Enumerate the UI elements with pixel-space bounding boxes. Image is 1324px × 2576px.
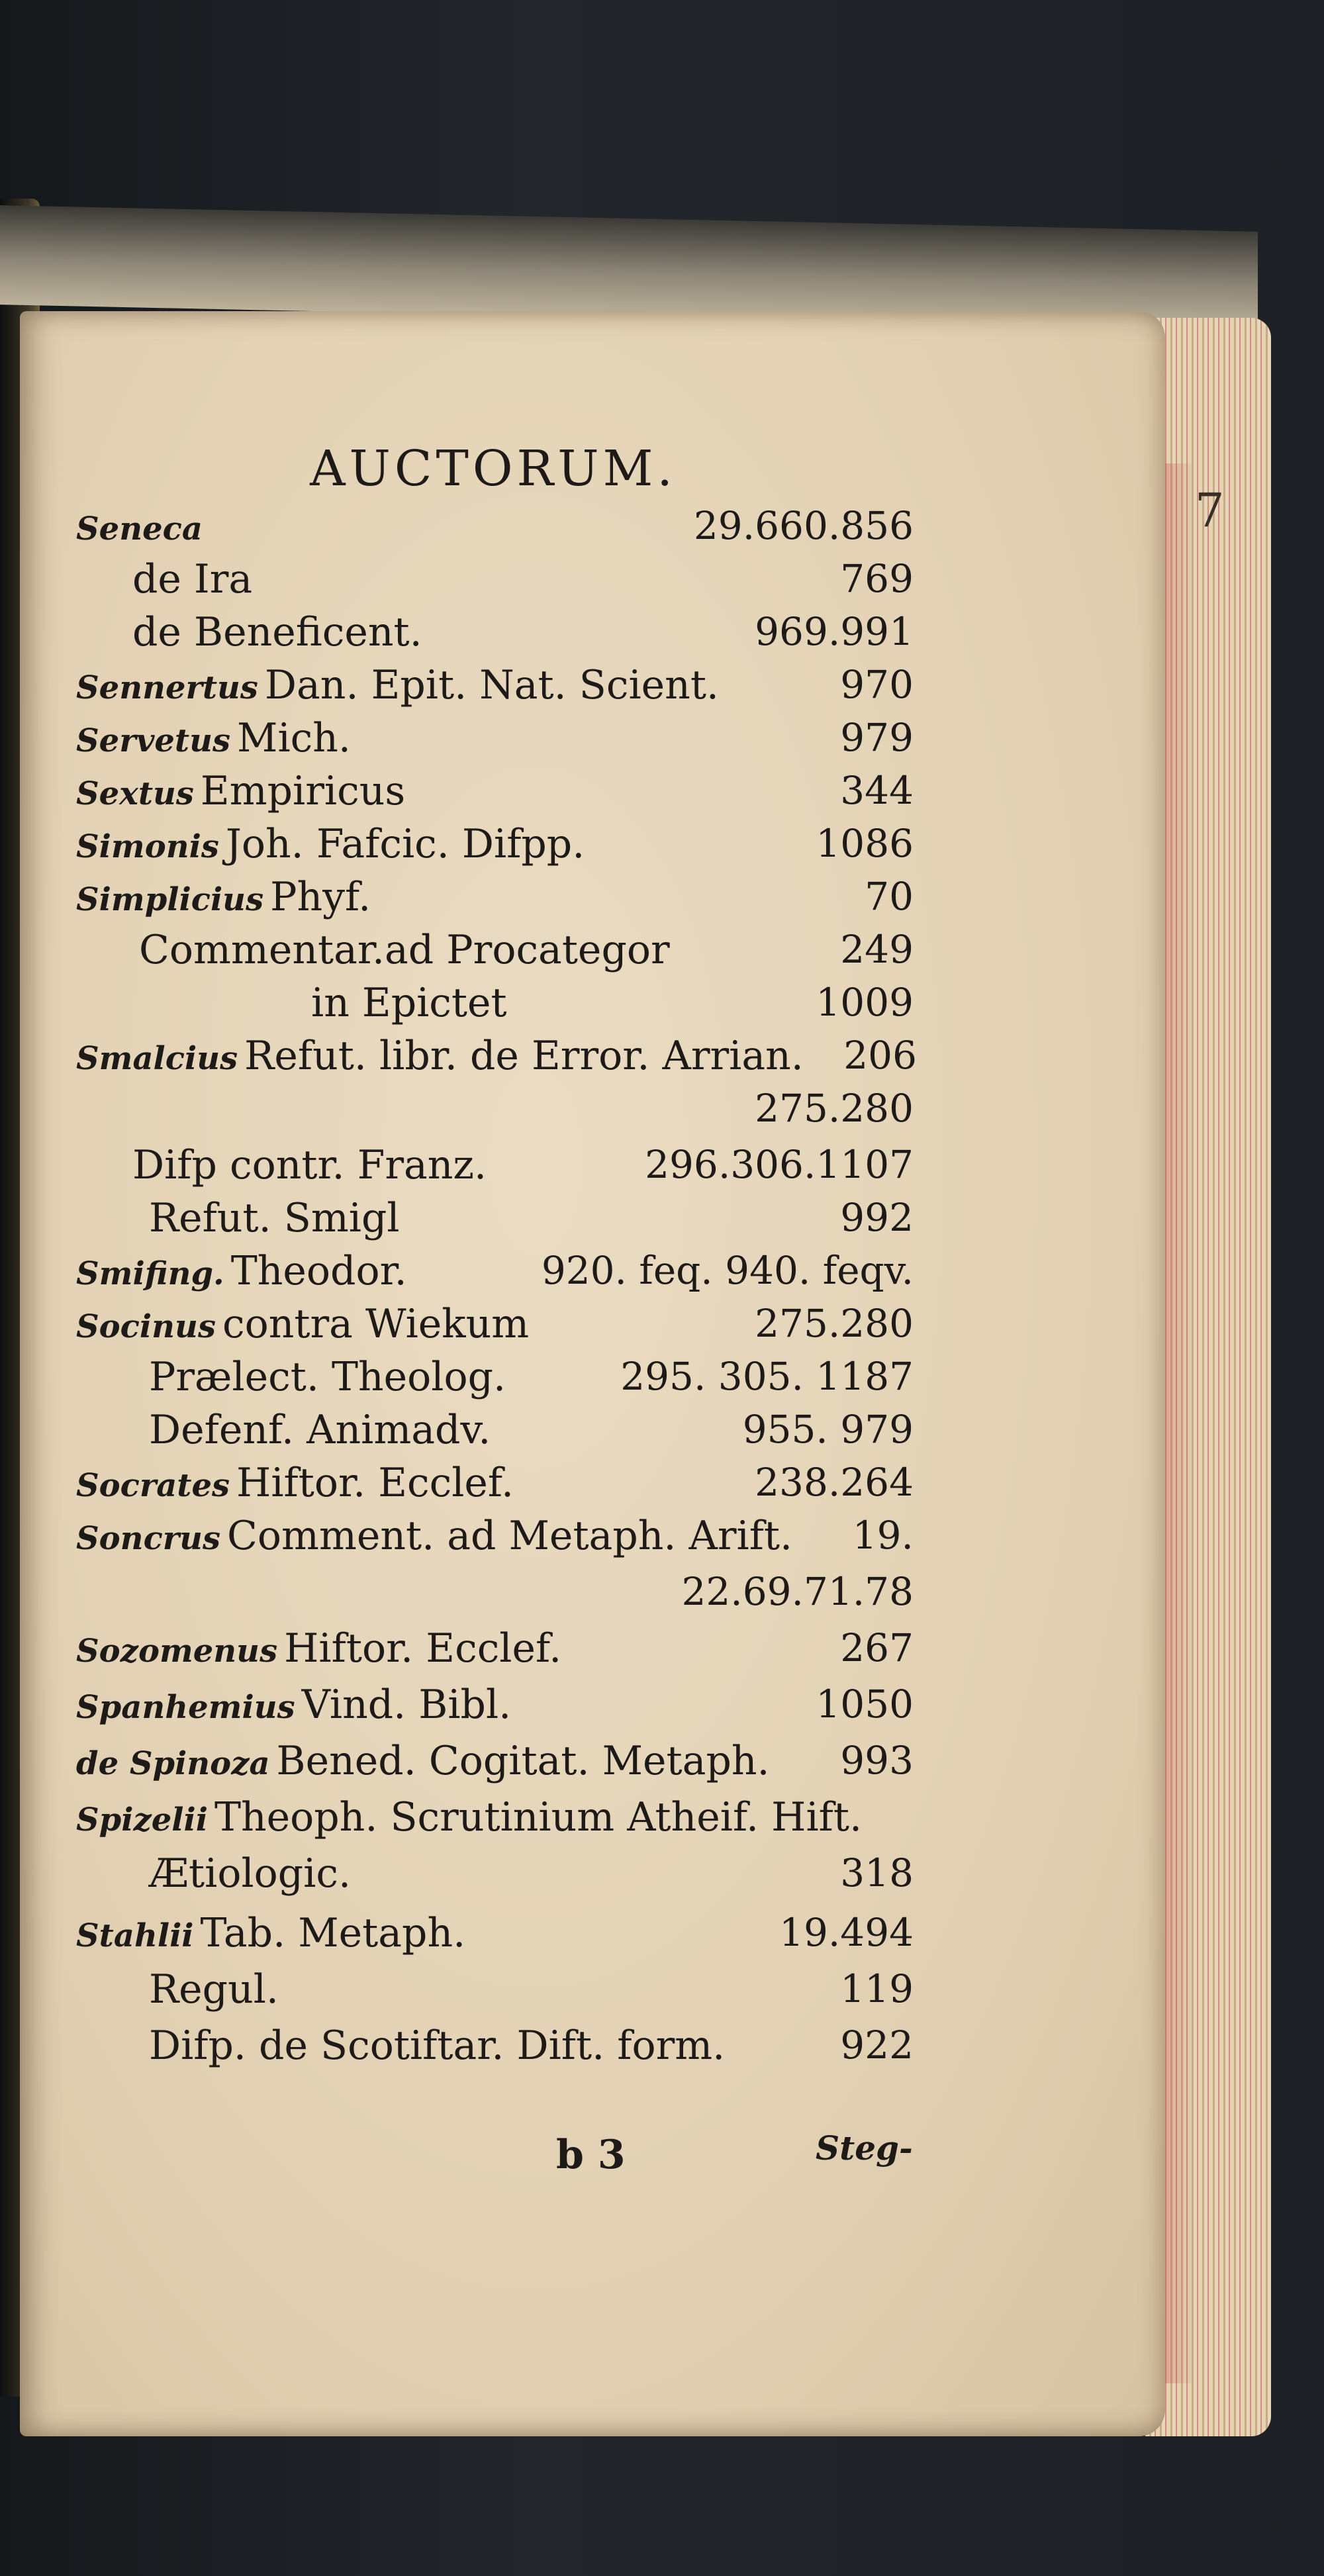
index-entry: Spanhemius Vind. Bibl.	[76, 1682, 512, 1728]
index-entry: de Ira	[132, 556, 253, 602]
entry-pages: 249	[840, 927, 914, 972]
entry-pages: 275.280	[755, 1301, 914, 1346]
entry-pages: 295. 305. 1187	[620, 1354, 914, 1399]
entry-pages: 970	[840, 662, 914, 707]
entry-pages: 993	[840, 1738, 914, 1783]
entry-pages: 922	[840, 2023, 914, 2068]
entry-pages: 22.69.71.78	[681, 1569, 914, 1614]
entry-pages: 70	[865, 874, 914, 919]
index-entry: de Beneficent.	[132, 609, 422, 655]
entry-pages: 19.494	[779, 1910, 914, 1955]
entry-pages: 992	[840, 1195, 914, 1240]
entry-pages: 955. 979	[742, 1407, 914, 1452]
index-entry: Difp contr. Franz.	[132, 1142, 487, 1188]
index-entry: Difp. de Scotiftar. Dift. form.	[149, 2023, 726, 2069]
index-entry: Spizelii Theoph. Scrutinium Atheif. Hift.	[76, 1794, 863, 1840]
index-entry: in Epictet	[311, 980, 507, 1026]
index-entry: Servetus Mich.	[76, 715, 351, 761]
entry-pages: 267	[840, 1625, 914, 1670]
margin-mark: 7	[1195, 483, 1225, 538]
entry-pages: 206	[843, 1033, 917, 1078]
index-entry	[76, 1572, 83, 1612]
index-entry: Sozomenus Hiftor. Ecclef.	[76, 1625, 562, 1672]
signature-mark: b 3	[556, 2132, 626, 2178]
entry-pages: 769	[840, 556, 914, 601]
entry-pages: 119	[840, 1966, 914, 2011]
index-entry: Ætiologic.	[149, 1850, 352, 1897]
entry-pages: 979	[840, 715, 914, 760]
index-entry: Socinus contra Wiekum	[76, 1301, 530, 1347]
entry-pages: 29.660.856	[693, 503, 914, 548]
index-entry: Prælect. Theolog.	[149, 1354, 506, 1400]
entry-pages: 1009	[816, 980, 914, 1025]
index-entry: Simonis Joh. Fafcic. Difpp.	[76, 821, 585, 867]
entry-pages: 1050	[816, 1682, 914, 1727]
index-entry: Simplicius Phyf.	[76, 874, 371, 920]
index-entry: Socrates Hiftor. Ecclef.	[76, 1460, 514, 1506]
entry-pages: 238.264	[755, 1460, 914, 1505]
entry-pages: 969.991	[755, 609, 914, 654]
index-entry: Soncrus Comment. ad Metaph. Arift.	[76, 1513, 793, 1559]
index-entry: Seneca	[76, 510, 203, 548]
entry-pages: 296.306.1107	[645, 1142, 914, 1187]
index-entry: Sextus Empiricus	[76, 768, 406, 814]
index-entry: Refut. Smigl	[149, 1195, 400, 1241]
index-entry: Stahlii Tab. Metaph.	[76, 1910, 466, 1956]
catchword: Steg-	[816, 2128, 913, 2168]
index-entry: Defenf. Animadv.	[149, 1407, 491, 1453]
entry-pages: 19.	[852, 1513, 914, 1558]
entry-pages: 344	[840, 768, 914, 813]
index-entry: Commentar.ad Procategor	[139, 927, 670, 973]
index-entry	[76, 1089, 83, 1129]
page-heading: AUCTORUM.	[310, 440, 677, 497]
index-entry: de Spinoza Bened. Cogitat. Metaph.	[76, 1738, 770, 1784]
entry-pages: 1086	[816, 821, 914, 866]
index-entry: Sennertus Dan. Epit. Nat. Scient.	[76, 662, 719, 708]
index-entry: Smalcius Refut. libr. de Error. Arrian.	[76, 1033, 804, 1079]
entry-pages: 275.280	[755, 1086, 914, 1131]
index-entry: Smifing. Theodor.	[76, 1248, 407, 1294]
entry-pages: 920. feq. 940. feqv.	[541, 1248, 914, 1293]
index-entry: Regul.	[149, 1966, 279, 2013]
entry-pages: 318	[840, 1850, 914, 1895]
